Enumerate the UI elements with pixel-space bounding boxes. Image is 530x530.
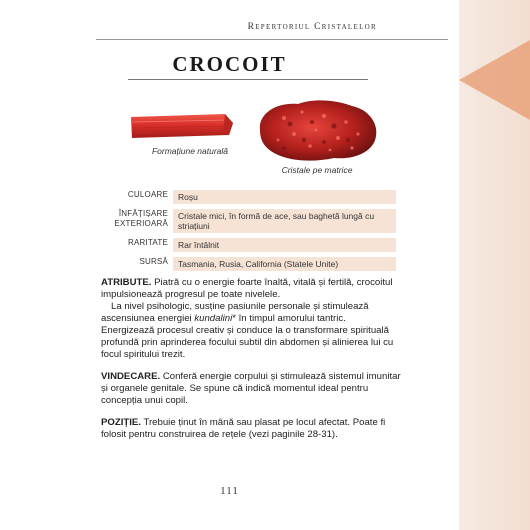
natural-formation-caption: Formațiune naturală xyxy=(151,146,229,156)
position-heading: POZIȚIE. xyxy=(101,417,141,428)
kundalini-term: kundalini xyxy=(194,313,233,324)
property-label: RARITATE xyxy=(128,238,168,247)
title-rule xyxy=(128,79,368,80)
attributes-text-2b: * în timpul amorului tantric. Energizează procesul creativ și conduce la o transformare spirituală profundă prin aprinderea focului subtil din abdomen și alinierea lui cu focul spiritului trezit. xyxy=(101,313,394,360)
property-value: Cristale mici, în formă de ace, sau baghetă lungă cu striațiuni xyxy=(173,209,396,233)
attributes-heading: ATRIBUTE. xyxy=(101,277,152,288)
crystals-on-matrix-caption: Cristale pe matrice xyxy=(281,165,353,175)
property-value: Tasmania, Rusia, California (Statele Unite) xyxy=(173,257,396,271)
page-edge-band xyxy=(459,0,530,530)
property-value: Rar întâlnit xyxy=(173,238,396,252)
property-row xyxy=(96,238,396,252)
property-label: SURSĂ xyxy=(139,257,168,266)
healing-paragraph xyxy=(101,371,401,407)
attributes-text-2a: La nivel psihologic, susține pasiunile personale și stimulează ascensiunea energiei xyxy=(101,301,369,324)
crystals-on-matrix-image xyxy=(254,96,382,169)
accent-triangle xyxy=(459,40,530,120)
properties-table xyxy=(96,190,396,276)
page-title: CROCOIT xyxy=(172,52,287,76)
body-text xyxy=(101,277,401,451)
property-row xyxy=(96,209,396,233)
attributes-text: Piatră cu o energie foarte înaltă, vitală și fertilă, crocoitul impulsionează progresul pe toate nivelele. xyxy=(101,277,393,300)
page-number: 111 xyxy=(220,485,239,497)
property-row xyxy=(96,190,396,204)
natural-formation-image xyxy=(129,111,235,146)
position-paragraph xyxy=(101,417,401,441)
property-label: ÎNFĂȚIȘARE EXTERIOARĂ xyxy=(114,209,168,228)
running-header: Repertoriul Cristalelor xyxy=(247,22,377,32)
position-text: Trebuie ținut în mână sau plasat pe locul afectat. Poate fi folosit pentru construirea de rețele (vezi paginile 28-31). xyxy=(101,417,386,440)
healing-heading: VINDECARE. xyxy=(101,371,161,382)
header-rule xyxy=(96,39,448,40)
healing-text: Conferă energie corpului și stimulează sistemul imunitar și organele genitale. Se spune că indică momentul ideal pentru concepția unui copil. xyxy=(101,371,401,406)
attributes-paragraph xyxy=(101,277,401,301)
property-value: Roșu xyxy=(173,190,396,204)
attributes-paragraph-2 xyxy=(101,301,401,361)
property-label: CULOARE xyxy=(127,190,168,199)
property-row xyxy=(96,257,396,271)
